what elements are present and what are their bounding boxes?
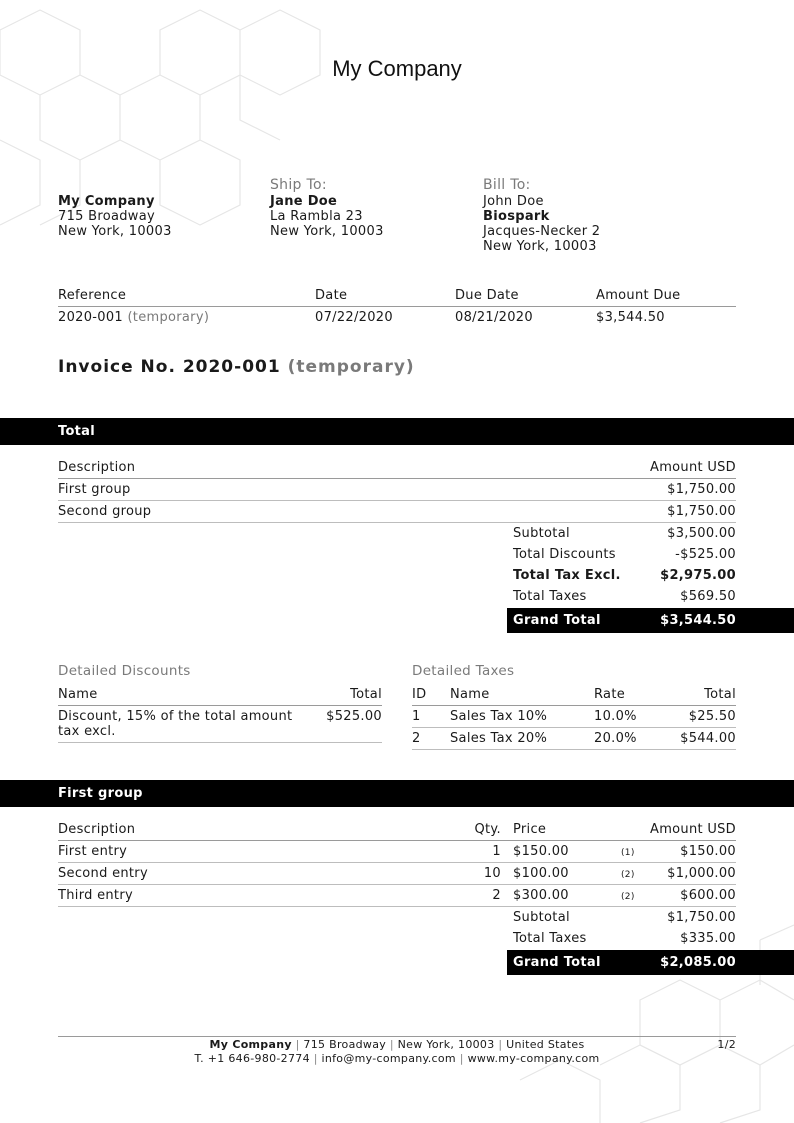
footer-divider (58, 1036, 736, 1037)
taxes-row-rate: 20.0% (594, 731, 637, 746)
ship-to-city: New York, 10003 (270, 224, 384, 239)
discounts-header-divider (58, 705, 382, 706)
meta-amount-due: $3,544.50 (596, 310, 665, 325)
total-grand-total-value: $3,544.50 (660, 613, 736, 628)
row-divider (412, 749, 736, 750)
total-grand-total-label: Grand Total (513, 613, 601, 628)
total-row-description: First group (58, 482, 131, 497)
group-header-qty: Qty. (474, 822, 501, 837)
ship-to-street: La Rambla 23 (270, 209, 363, 224)
row-divider (58, 906, 736, 907)
invoice-number: Invoice No. 2020-001 (58, 357, 281, 377)
taxes-row-id: 1 (412, 709, 421, 724)
bill-to-street: Jacques-Necker 2 (483, 224, 601, 239)
taxes-row-name: Sales Tax 10% (450, 709, 548, 724)
footer-website-link[interactable]: www.my-company.com (467, 1052, 600, 1065)
footer-line-address: My Company | 715 Broadway | New York, 10003 | United States (209, 1038, 585, 1051)
group-row-price: $300.00 (513, 888, 569, 903)
group-subtotal-value: $1,750.00 (667, 910, 736, 925)
taxes-header-divider (412, 705, 736, 706)
group-row-description: Third entry (58, 888, 133, 903)
group-row-tax-ref: (2) (621, 892, 635, 902)
footer-company: My Company (209, 1038, 292, 1051)
group-row-amount: $1,000.00 (667, 866, 736, 881)
group-row-amount: $600.00 (680, 888, 736, 903)
footer-country: United States (506, 1038, 585, 1051)
group-row-qty: 10 (483, 866, 501, 881)
total-discounts-value: -$525.00 (675, 547, 736, 562)
total-header-description: Description (58, 460, 136, 475)
discounts-row-total: $525.00 (326, 709, 382, 724)
total-taxes-value: $569.50 (680, 589, 736, 604)
group-row-amount: $150.00 (680, 844, 736, 859)
ship-to-address (270, 178, 470, 239)
group-row-price: $150.00 (513, 844, 569, 859)
section-bar-first-group: First group (0, 780, 794, 807)
group-row-description: First entry (58, 844, 128, 859)
bill-to-company: Biospark (483, 209, 550, 224)
bill-to-name: John Doe (483, 194, 544, 209)
row-divider (412, 727, 736, 728)
sender-city: New York, 10003 (58, 224, 172, 239)
meta-reference (58, 310, 209, 325)
total-row-description: Second group (58, 504, 152, 519)
group-subtotal-label: Subtotal (513, 910, 570, 925)
taxes-header-rate: Rate (594, 687, 626, 702)
total-tax-excl-label: Total Tax Excl. (513, 568, 621, 583)
invoice-heading (58, 357, 415, 377)
footer-city: New York, 10003 (397, 1038, 495, 1051)
group-row-description: Second entry (58, 866, 148, 881)
meta-due-date: 08/21/2020 (455, 310, 533, 325)
total-row-amount: $1,750.00 (667, 482, 736, 497)
taxes-header-total: Total (704, 687, 736, 702)
meta-reference-number: 2020-001 (58, 310, 123, 325)
meta-header-amount-due: Amount Due (596, 288, 681, 303)
footer-email-link[interactable]: info@my-company.com (321, 1052, 456, 1065)
footer-street: 715 Broadway (303, 1038, 387, 1051)
row-divider (58, 742, 382, 743)
row-divider (58, 500, 736, 501)
total-discounts-label: Total Discounts (513, 547, 616, 562)
taxes-row-total: $25.50 (688, 709, 736, 724)
row-divider (58, 884, 736, 885)
sender-address (58, 194, 258, 239)
ship-to-name: Jane Doe (270, 194, 338, 209)
page-number: 1/2 (717, 1038, 736, 1051)
group-row-qty: 1 (492, 844, 501, 859)
taxes-header-id: ID (412, 687, 427, 702)
group-header-price: Price (513, 822, 547, 837)
total-tax-excl-value: $2,975.00 (660, 568, 736, 583)
sender-name: My Company (58, 194, 155, 209)
group-header-description: Description (58, 822, 136, 837)
group-row-qty: 2 (492, 888, 501, 903)
group-header-divider (58, 840, 736, 841)
meta-date: 07/22/2020 (315, 310, 393, 325)
group-grand-total-box (507, 950, 794, 975)
discounts-row-name (58, 709, 292, 739)
total-taxes-label: Total Taxes (513, 589, 587, 604)
group-grand-total-value: $2,085.00 (660, 955, 736, 970)
invoice-suffix: (temporary) (287, 357, 415, 377)
discounts-row-name-line2: tax excl. (58, 724, 116, 739)
taxes-header-name: Name (450, 687, 490, 702)
discounts-header-total: Total (350, 687, 382, 702)
row-divider (58, 862, 736, 863)
meta-header-date: Date (315, 288, 348, 303)
discounts-header-name: Name (58, 687, 98, 702)
sender-street: 715 Broadway (58, 209, 155, 224)
discounts-row-name-line1: Discount, 15% of the total amount (58, 709, 293, 724)
group-header-amount: Amount USD (650, 822, 736, 837)
footer (0, 1038, 794, 1066)
ship-to-label: Ship To: (270, 177, 327, 193)
group-taxes-value: $335.00 (680, 931, 736, 946)
group-taxes-label: Total Taxes (513, 931, 587, 946)
meta-header-reference: Reference (58, 288, 127, 303)
section-bar-total: Total (0, 418, 794, 445)
footer-phone: T. +1 646-980-2774 (194, 1052, 310, 1065)
bill-to-address (483, 178, 683, 254)
bill-to-label: Bill To: (483, 177, 531, 193)
meta-reference-suffix: (temporary) (127, 310, 210, 325)
taxes-row-total: $544.00 (680, 731, 736, 746)
taxes-row-rate: 10.0% (594, 709, 637, 724)
footer-line-contact: T. +1 646-980-2774 | info@my-company.com | www.my-company.com (194, 1052, 600, 1065)
group-row-price: $100.00 (513, 866, 569, 881)
meta-header-due-date: Due Date (455, 288, 519, 303)
taxes-row-name: Sales Tax 20% (450, 731, 548, 746)
group-row-tax-ref: (2) (621, 870, 635, 880)
taxes-title: Detailed Taxes (412, 663, 515, 679)
total-subtotal-label: Subtotal (513, 526, 570, 541)
bill-to-city: New York, 10003 (483, 239, 597, 254)
discounts-title: Detailed Discounts (58, 663, 191, 679)
total-grand-total-box (507, 608, 794, 633)
total-header-amount: Amount USD (650, 460, 736, 475)
group-grand-total-label: Grand Total (513, 955, 601, 970)
total-subtotal-value: $3,500.00 (667, 526, 736, 541)
meta-divider (58, 306, 736, 307)
page-title: My Company (332, 56, 462, 81)
total-row-amount: $1,750.00 (667, 504, 736, 519)
total-header-divider (58, 478, 736, 479)
taxes-row-id: 2 (412, 731, 421, 746)
row-divider (58, 522, 736, 523)
group-row-tax-ref: (1) (621, 848, 635, 858)
